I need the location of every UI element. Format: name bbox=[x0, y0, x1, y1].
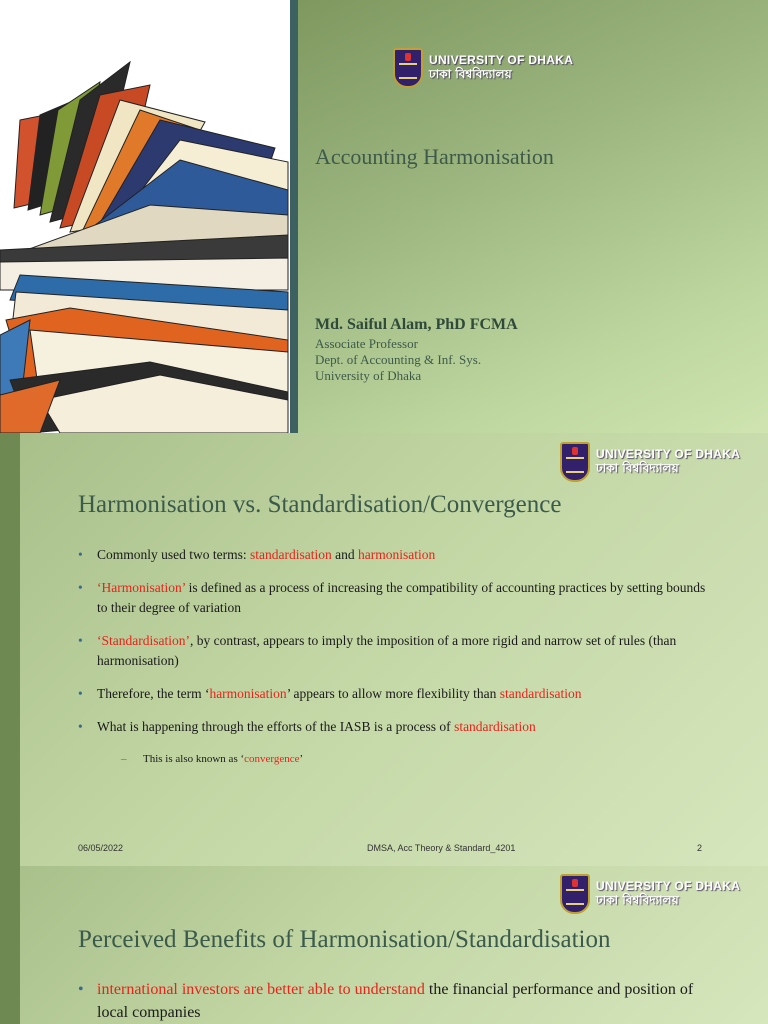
crest-icon bbox=[560, 442, 590, 482]
logo-name-en: UNIVERSITY OF DHAKA bbox=[596, 879, 741, 894]
presentation-title: Accounting Harmonisation bbox=[315, 144, 554, 169]
title-slide bbox=[0, 0, 768, 433]
side-bar bbox=[0, 433, 20, 866]
university-logo bbox=[393, 48, 573, 88]
bullet-list bbox=[78, 978, 718, 1024]
logo-name-bn: ঢাকা বিশ্ববিদ্যালয় bbox=[596, 893, 679, 907]
slide-3 bbox=[0, 866, 768, 1024]
university-logo bbox=[560, 442, 740, 482]
footer-date: 06/05/2022 bbox=[78, 843, 124, 853]
author-department: Dept. of Accounting & Inf. Sys. bbox=[315, 352, 482, 367]
bullet-list bbox=[78, 545, 718, 782]
slide-title: Harmonisation vs. Standardisation/Convergence bbox=[78, 491, 562, 518]
crest-icon bbox=[560, 874, 590, 914]
logo-name-en: UNIVERSITY OF DHAKA bbox=[596, 447, 741, 462]
list-item: • international investors are better able to understand the financial performance and position of local companies bbox=[78, 981, 694, 1021]
author-name: Md. Saiful Alam, PhD FCMA bbox=[315, 316, 518, 333]
slide-title: Perceived Benefits of Harmonisation/Standardisation bbox=[78, 926, 611, 953]
list-item: • ‘Harmonisation’ is defined as a process of increasing the compatibility of accounting practices by setting bounds to their degree of variation bbox=[78, 580, 706, 615]
sub-list-item: – This is also known as ‘convergence’ bbox=[121, 753, 304, 765]
footer-course: DMSA, Acc Theory & Standard_4201 bbox=[367, 843, 516, 853]
books-image bbox=[0, 0, 290, 433]
crest-icon bbox=[393, 48, 423, 88]
slide-2 bbox=[0, 433, 768, 866]
list-item: • ‘Standardisation’, by contrast, appears to imply the imposition of a more rigid and narrow set of rules (than harmonisation) bbox=[78, 633, 677, 668]
logo-name-bn: ঢাকা বিশ্ববিদ্যালয় bbox=[429, 67, 512, 81]
list-item: • Therefore, the term ‘harmonisation’ appears to allow more flexibility than standardisation bbox=[78, 686, 582, 701]
university-logo bbox=[560, 874, 740, 914]
side-bar bbox=[0, 866, 20, 1024]
logo-name-en: UNIVERSITY OF DHAKA bbox=[429, 53, 574, 68]
author-position: Associate Professor bbox=[315, 336, 418, 351]
vertical-divider bbox=[290, 0, 298, 433]
list-item: • What is happening through the efforts of the IASB is a process of standardisation – This is also known as ‘convergence’ bbox=[78, 717, 718, 769]
list-item: • Commonly used two terms: standardisation and harmonisation bbox=[78, 547, 436, 562]
logo-name-bn: ঢাকা বিশ্ববিদ্যালয় bbox=[596, 461, 679, 475]
footer-page-number: 2 bbox=[697, 843, 703, 853]
author-university: University of Dhaka bbox=[315, 368, 422, 383]
